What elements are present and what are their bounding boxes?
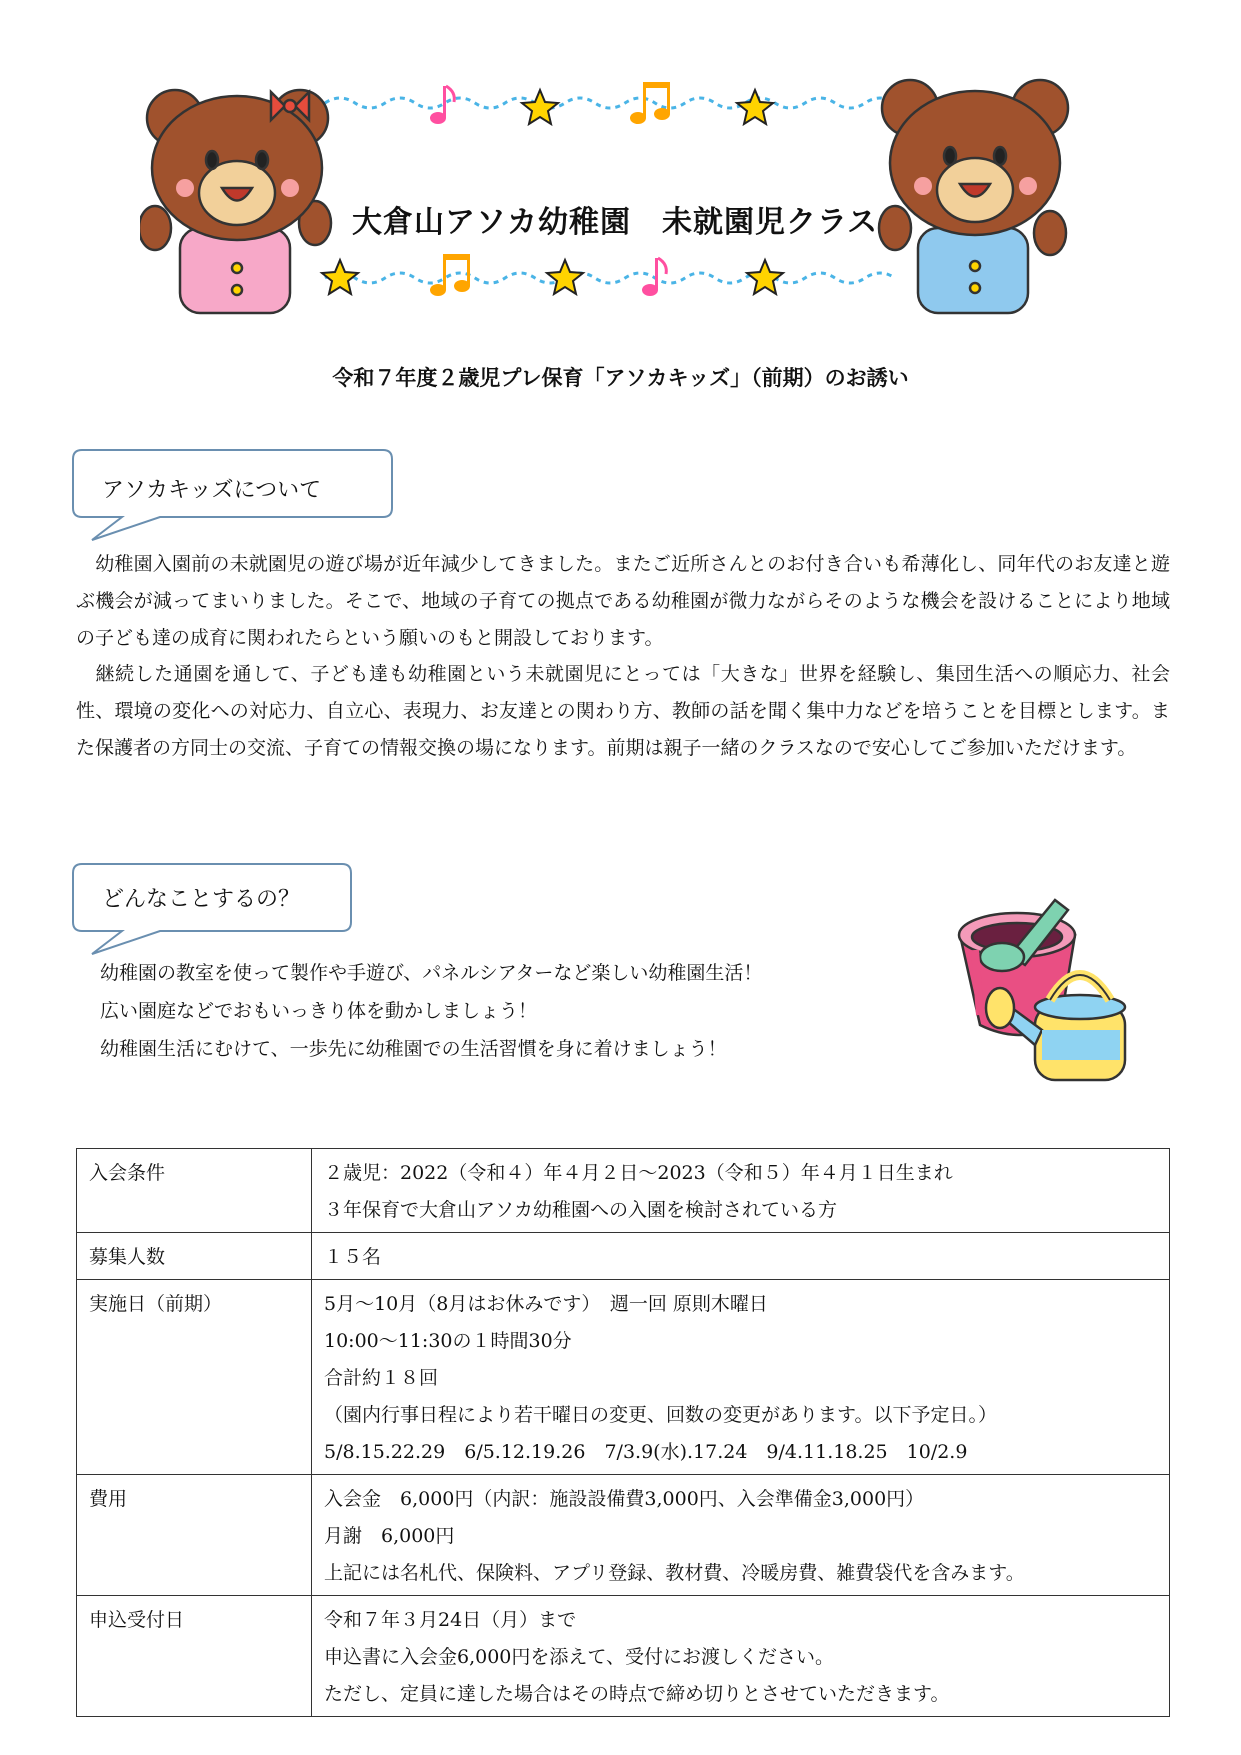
table-row bbox=[77, 1475, 1170, 1596]
row-label: 実施日（前期） bbox=[77, 1280, 312, 1475]
row-label: 申込受付日 bbox=[77, 1596, 312, 1717]
row-value: ２歳児：2022（令和４）年４月２日～2023（令和５）年４月１日生まれ ３年保育で大倉山アソカ幼稚園への入園を検討されている方 bbox=[312, 1149, 1170, 1233]
music-note-icons bbox=[430, 82, 670, 296]
table-row bbox=[77, 1280, 1170, 1475]
star-icons bbox=[322, 90, 783, 294]
activity-line-1: 幼稚園の教室を使って製作や手遊び、パネルシアターなど楽しい幼稚園生活！ bbox=[100, 962, 763, 984]
star-icon bbox=[547, 260, 583, 294]
boy-bear-illustration bbox=[879, 80, 1068, 313]
girl-bear-illustration bbox=[140, 90, 331, 313]
bucket-and-watering-can-illustration bbox=[950, 895, 1145, 1095]
star-icon bbox=[737, 90, 773, 124]
table-row bbox=[77, 1596, 1170, 1717]
banner-title: 大倉山アソカ幼稚園 未就園児クラス bbox=[352, 205, 879, 240]
decorative-wave-lines bbox=[325, 98, 895, 283]
info-table bbox=[76, 1148, 1170, 1717]
row-label: 費用 bbox=[77, 1475, 312, 1596]
row-value: １５名 bbox=[312, 1233, 1170, 1280]
star-icon bbox=[322, 260, 358, 294]
page-title: 令和７年度２歳児プレ保育「アソカキッズ」（前期）のお誘い bbox=[332, 365, 909, 390]
about-paragraph-2: 継続した通園を通して、子ども達も幼稚園という未就園児にとっては「大きな」世界を経験し、集団生活への順応力、社会性、環境の変化への対応力、自立心、表現力、お友達との関わり方、教師の話を聞く集中力などを培うことを目標とします。また保護者の方同士の交流、子育ての情報交換の場になります。前期は親子一緒のクラスなので安心してご参加いただけます。 bbox=[76, 663, 1170, 759]
row-value: 5月～10月（8月はお休みです） 週一回 原則木曜日 10:00～11:30の１時間30分 合計約１８回 （園内行事日程により若干曜日の変更、回数の変更があります。以下予定日。） 5/8.15.22.29 6/5.12.19.26 7/3.9(水).17.24 9/4.11.18.25 10/2.9 bbox=[312, 1280, 1170, 1475]
table-row bbox=[77, 1149, 1170, 1233]
activity-line-3: 幼稚園生活にむけて、一歩先に幼稚園での生活習慣を身に着けましょう！ bbox=[100, 1038, 727, 1060]
star-icon bbox=[522, 90, 558, 124]
table-row bbox=[77, 1233, 1170, 1280]
star-icon bbox=[747, 260, 783, 294]
section-heading-about: アソカキッズについて bbox=[102, 478, 322, 503]
activity-line-2: 広い園庭などでおもいっきり体を動かしましょう！ bbox=[100, 1000, 538, 1022]
row-label: 入会条件 bbox=[77, 1149, 312, 1233]
music-note-icon bbox=[630, 82, 670, 124]
row-label: 募集人数 bbox=[77, 1233, 312, 1280]
about-paragraph-1: 幼稚園入園前の未就園児の遊び場が近年減少してきました。またご近所さんとのお付き合いも希薄化し、同年代のお友達と遊ぶ機会が減ってまいりました。そこで、地域の子育ての拠点である幼稚園が微力ながらそのような機会を設けることにより地域の子ども達の成育に関われたらという願いのもと開設しております。 bbox=[76, 553, 1170, 649]
section-heading-activities: どんなことするの？ bbox=[102, 887, 301, 912]
row-value: 入会金 6,000円（内訳：施設設備費3,000円、入会準備金3,000円） 月謝 6,000円 上記には名札代、保険料、アプリ登録、教材費、冷暖房費、雑費袋代を含みます。 bbox=[312, 1475, 1170, 1596]
row-value: 令和７年３月24日（月）まで 申込書に入会金6,000円を添えて、受付にお渡しください。 ただし、定員に達した場合はその時点で締め切りとさせていただきます。 bbox=[312, 1596, 1170, 1717]
